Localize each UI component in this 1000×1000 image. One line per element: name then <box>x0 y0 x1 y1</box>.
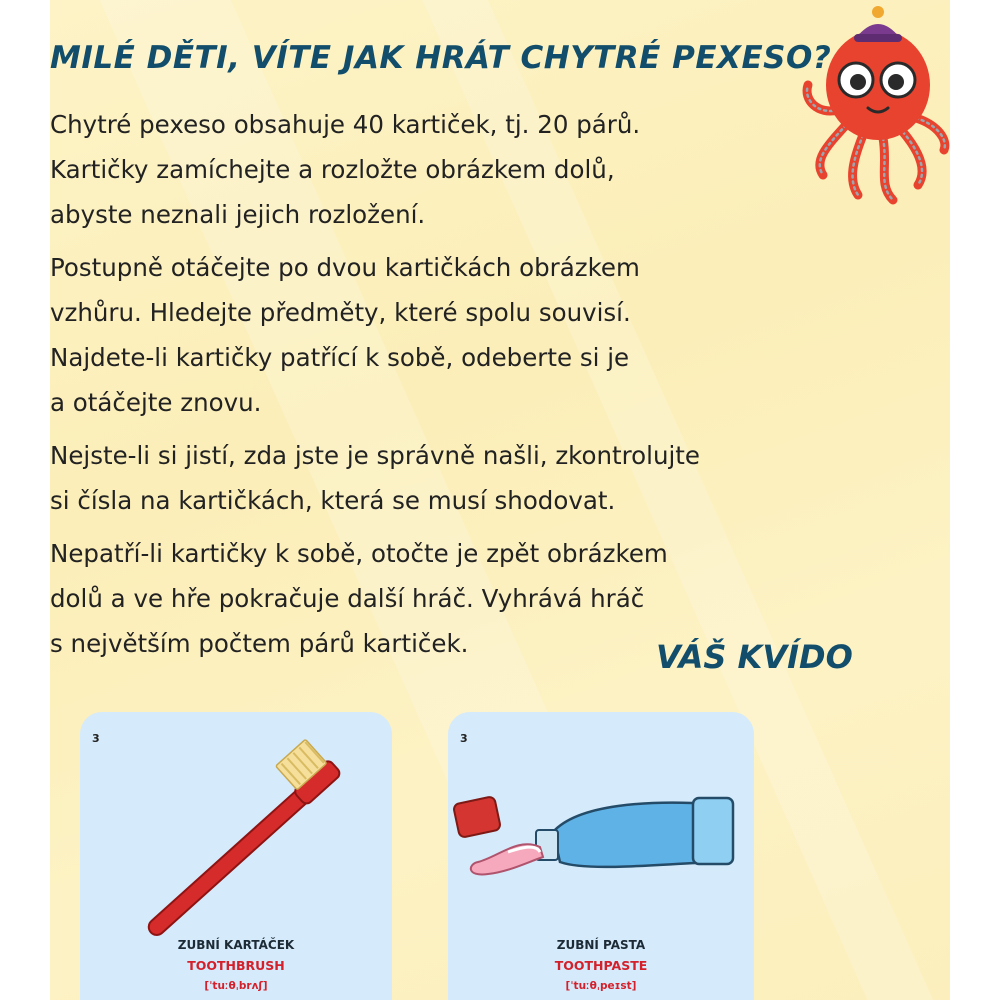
paragraph-1 <box>50 102 810 237</box>
toothpaste-card <box>448 712 754 1000</box>
text-line: vzhůru. Hledejte předměty, které spolu souvisí. <box>50 298 631 327</box>
text-line: Nejste-li si jistí, zda jste je správně našli, zkontrolujte <box>50 441 700 470</box>
text-line: Postupně otáčejte po dvou kartičkách obrázkem <box>50 253 640 282</box>
card-pronunciation: [ˈtuːθˌpeɪst] <box>565 980 637 992</box>
text-line: s největším počtem párů kartiček. <box>50 629 469 658</box>
toothbrush-icon <box>80 712 392 942</box>
card-czech-label: ZUBNÍ PASTA <box>556 938 646 952</box>
octopus-mascot-icon <box>798 0 950 210</box>
card-english-label: TOOTHBRUSH <box>187 958 285 973</box>
text-line: Kartičky zamíchejte a rozložte obrázkem dolů, <box>50 155 615 184</box>
paragraph-2 <box>50 245 810 425</box>
toothbrush-card <box>80 712 392 1000</box>
text-line: a otáčejte znovu. <box>50 388 262 417</box>
text-line: dolů a ve hře pokračuje další hráč. Vyhrává hráč <box>50 584 645 613</box>
card-number: 3 <box>460 732 468 745</box>
instruction-text <box>50 102 810 674</box>
instruction-page <box>50 0 950 1000</box>
text-line: Najdete-li kartičky patřící k sobě, odeberte si je <box>50 343 630 372</box>
paragraph-3 <box>50 433 810 523</box>
card-pronunciation: [ˈtuːθˌbrʌʃ] <box>204 980 268 992</box>
card-english-label: TOOTHPASTE <box>554 958 648 973</box>
text-line: Chytré pexeso obsahuje 40 kartiček, tj. 20 párů. <box>50 110 641 139</box>
page-title: MILÉ DĚTI, VÍTE JAK HRÁT CHYTRÉ PEXESO? <box>50 40 832 76</box>
text-line: Nepatří-li kartičky k sobě, otočte je zpět obrázkem <box>50 539 668 568</box>
text-line: abyste neznali jejich rozložení. <box>50 200 426 229</box>
card-czech-label: ZUBNÍ KARTÁČEK <box>177 938 295 952</box>
card-number: 3 <box>92 732 100 745</box>
signature: VÁŠ KVÍDO <box>656 638 853 676</box>
text-line: si čísla na kartičkách, která se musí shodovat. <box>50 486 616 515</box>
toothpaste-icon <box>448 712 754 942</box>
